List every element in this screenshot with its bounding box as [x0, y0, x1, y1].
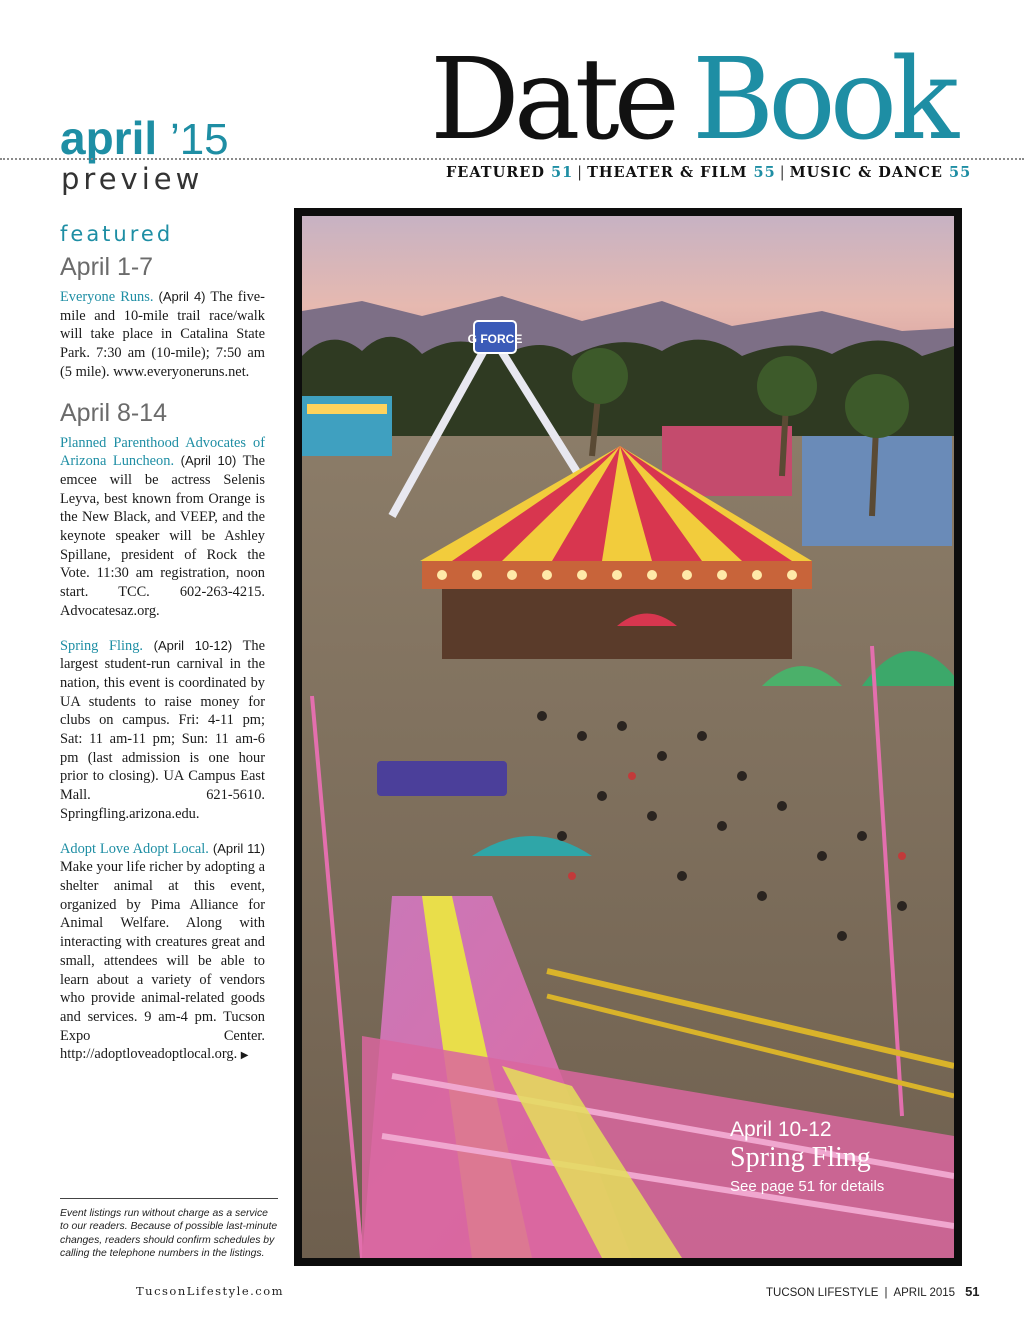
- event-entry: [60, 288, 265, 382]
- featured-column: [60, 222, 265, 1082]
- footer-issue: APRIL 2015: [893, 1287, 956, 1299]
- event-name: Everyone Runs.: [60, 289, 154, 305]
- week-heading: April 1-7: [60, 253, 154, 281]
- event-name: Spring Fling.: [60, 637, 144, 654]
- event-date: (April 11): [212, 840, 265, 856]
- event-entry: [60, 840, 265, 1066]
- carnival-photo: [294, 208, 962, 1266]
- section-nav: FEATURED 51 | THEATER & FILM 55 | MUSIC & DANCE 55: [446, 164, 972, 181]
- caption-date: April 10-12: [730, 1118, 832, 1141]
- event-text: The largest student-run carnival in the nation, this event is coordinated by UA students to raise money for clubs on campus. Fri: 4-11 pm; Sat: 11 am-11 pm; Sun: 11 am-6 pm (last admission is one hour prior to closing). UA Campus East Mall. 621-5610. Springfling.arizona.edu.: [60, 637, 265, 822]
- event-date: (April 10-12): [153, 637, 233, 653]
- event-entry: [60, 434, 265, 621]
- continue-arrow-icon: ▶: [240, 1050, 249, 1062]
- nav-music-dance[interactable]: MUSIC & DANCE 55: [789, 164, 972, 181]
- event-date: (April 4): [158, 289, 206, 304]
- event-name: Planned Parenthood Advocates of Arizona Luncheon.: [60, 434, 265, 470]
- caption-subtitle: See page 51 for details: [730, 1178, 885, 1195]
- nav-featured[interactable]: FEATURED 51: [446, 164, 574, 181]
- event-entry: [60, 637, 265, 824]
- footer-magazine: TUCSON LIFESTYLE: [766, 1287, 879, 1299]
- masthead-logo: [430, 35, 970, 165]
- nav-theater-film[interactable]: THEATER & FILM 55: [587, 164, 776, 181]
- event-text: The emcee will be actress Selenis Leyva, best known from Orange is the New Black, and VEEP, and the keynote speaker will be Ashley Spillane, president of Rock the Vote. 11:30 am registration, noon start. TCC. 602-263-4215. Advocatesaz.org.: [60, 453, 265, 619]
- masthead-date-word: Date: [430, 35, 674, 165]
- footer-website[interactable]: TucsonLifestyle.com: [136, 1284, 285, 1298]
- caption-title: Spring Fling: [730, 1142, 871, 1173]
- event-name: Adopt Love Adopt Local.: [60, 840, 209, 857]
- event-text: The five-mile and 10-mile trail race/walk will take place in Catalina State Park. 7:30 am (10-mile); 7:50 am (5 mile). www.everyoneruns.net.: [60, 289, 265, 380]
- masthead-book-word: Book: [692, 35, 954, 165]
- week-heading: April 8-14: [60, 398, 167, 427]
- ride-sign: G FORCE: [467, 332, 523, 346]
- dotted-divider: [0, 158, 1024, 160]
- event-text: Make your life richer by adopting a shelter animal at this event, organized by Pima Alliance for Animal Welfare. Along with interacting with creatures great and small, attendees will be able to learn about a variety of vendors who provide animal-related goods and services. 9 am-4 pm. Tucson Expo Center. http://adoptloveadoptlocal.org.: [60, 859, 265, 1063]
- disclaimer-note: Event listings run without charge as a service to our readers. Because of possible last-minute changes, readers should confirm schedules by calling the telephone numbers in the listings.: [60, 1198, 278, 1261]
- carnival-illustration: [302, 216, 954, 1258]
- page-number: 51: [965, 1284, 980, 1299]
- event-date: (April 10): [180, 453, 237, 469]
- section-year: ’15: [169, 115, 229, 164]
- featured-heading: featured: [60, 222, 174, 246]
- section-month: april: [60, 112, 158, 164]
- section-subtitle: preview: [61, 162, 204, 196]
- footer-folio: TUCSON LIFESTYLE | APRIL 2015 51: [766, 1284, 980, 1299]
- photo-caption: [730, 1118, 950, 1195]
